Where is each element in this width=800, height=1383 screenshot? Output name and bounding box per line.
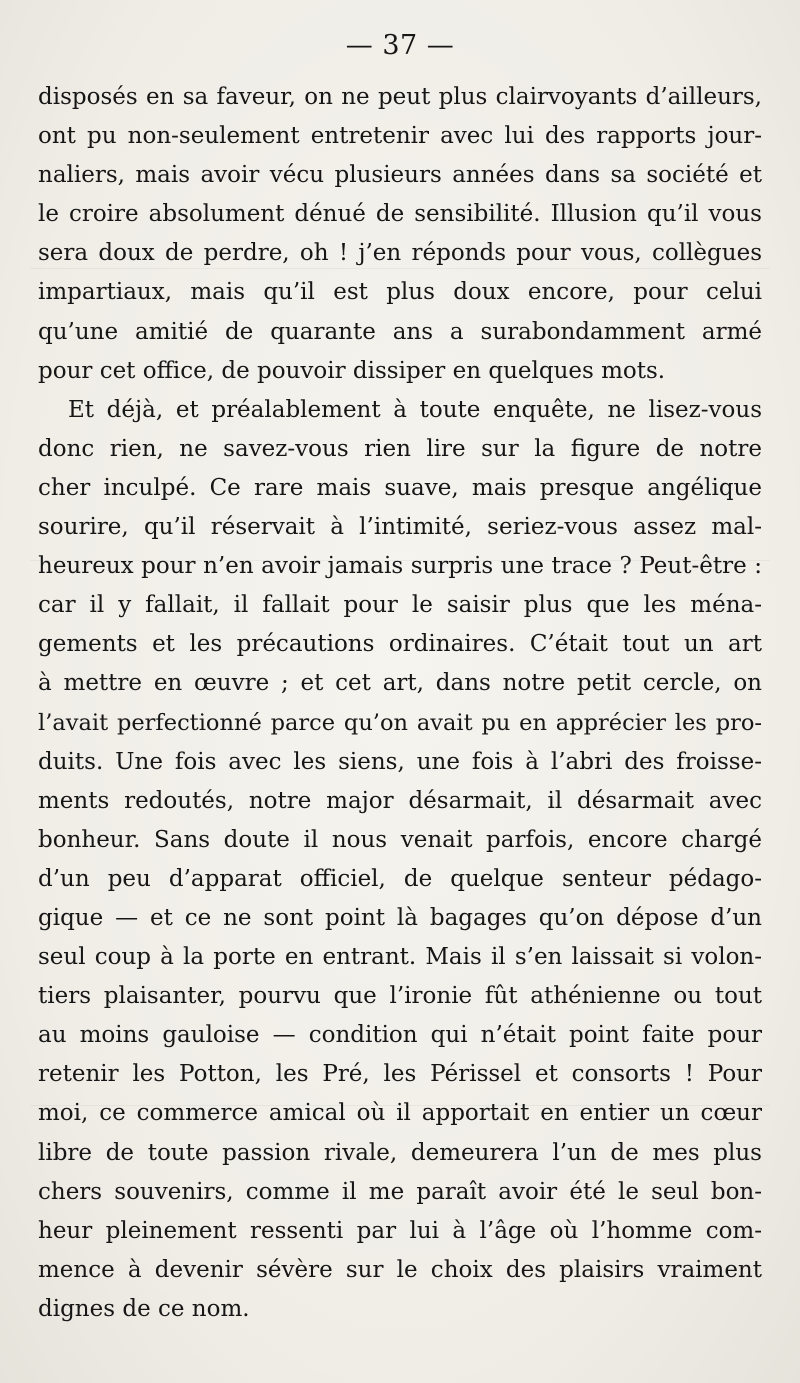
text-line: car il y fallait, il fallait pour le saisir plus que les ména- <box>38 592 762 619</box>
text-line: heur pleinement ressenti par lui à l’âge où l’homme com- <box>38 1217 762 1244</box>
paragraph-1 <box>38 78 762 391</box>
text-line: bonheur. Sans doute il nous venait parfois, encore chargé <box>38 826 762 853</box>
text-line: chers souvenirs, comme il me paraît avoir été le seul bon- <box>38 1178 762 1205</box>
text-line: donc rien, ne savez-vous rien lire sur la figure de notre <box>38 435 762 462</box>
text-line: seul coup à la porte en entrant. Mais il s’en laissait si volon- <box>38 944 762 971</box>
text-line: ont pu non-seulement entretenir avec lui des rapports jour- <box>38 123 762 150</box>
text-line: au moins gauloise — condition qui n’était point faite pour <box>38 1022 762 1049</box>
text-line: l’avait perfectionné parce qu’on avait pu en apprécier les pro- <box>38 709 762 736</box>
text-line: moi, ce commerce amical où il apportait en entier un cœur <box>38 1100 762 1127</box>
text-line: libre de toute passion rivale, demeurera l’un de mes plus <box>38 1139 762 1166</box>
text-line: mence à devenir sévère sur le choix des plaisirs vraiment <box>38 1256 762 1283</box>
text-line: d’un peu d’apparat officiel, de quelque senteur pédago- <box>38 865 762 892</box>
text-line: duits. Une fois avec les siens, une fois à l’abri des froisse- <box>38 748 762 775</box>
text-line: à mettre en œuvre ; et cet art, dans notre petit cercle, on <box>38 670 762 697</box>
text-line: sera doux de perdre, oh ! j’en réponds pour vous, collègues <box>38 240 762 267</box>
text-line: gique — et ce ne sont point là bagages qu’on dépose d’un <box>38 904 762 931</box>
text-line: disposés en sa faveur, on ne peut plus clairvoyants d’ailleurs, <box>38 84 762 110</box>
text-line: naliers, mais avoir vécu plusieurs années dans sa société et <box>38 162 762 189</box>
text-line: cher inculpé. Ce rare mais suave, mais presque angélique <box>38 474 762 501</box>
text-line: gements et les précautions ordinaires. C’était tout un art <box>38 631 762 658</box>
text-line: impartiaux, mais qu’il est plus doux encore, pour celui <box>38 279 762 306</box>
text-line: pour cet office, de pouvoir dissiper en quelques mots. <box>38 357 666 384</box>
text-line: sourire, qu’il réservait à l’intimité, seriez-vous assez mal- <box>38 514 762 541</box>
page-number: — 37 — <box>345 30 455 61</box>
text-line: retenir les Potton, les Pré, les Périssel et consorts ! Pour <box>38 1061 762 1088</box>
text-line: heureux pour n’en avoir jamais surpris une trace ? Peut-être : <box>38 553 762 580</box>
text-line: qu’une amitié de quarante ans a surabondamment armé <box>38 318 762 345</box>
paragraph-2 <box>38 391 762 1329</box>
text-line: ments redoutés, notre major désarmait, il désarmait avec <box>38 787 762 814</box>
text-line: dignes de ce nom. <box>38 1295 250 1322</box>
text-line: Et déjà, et préalablement à toute enquête, ne lisez-vous <box>68 396 762 423</box>
body-text <box>38 78 762 1329</box>
text-line: le croire absolument dénué de sensibilité. Illusion qu’il vous <box>38 201 762 228</box>
text-line: tiers plaisanter, pourvu que l’ironie fût athénienne ou tout <box>38 983 762 1010</box>
